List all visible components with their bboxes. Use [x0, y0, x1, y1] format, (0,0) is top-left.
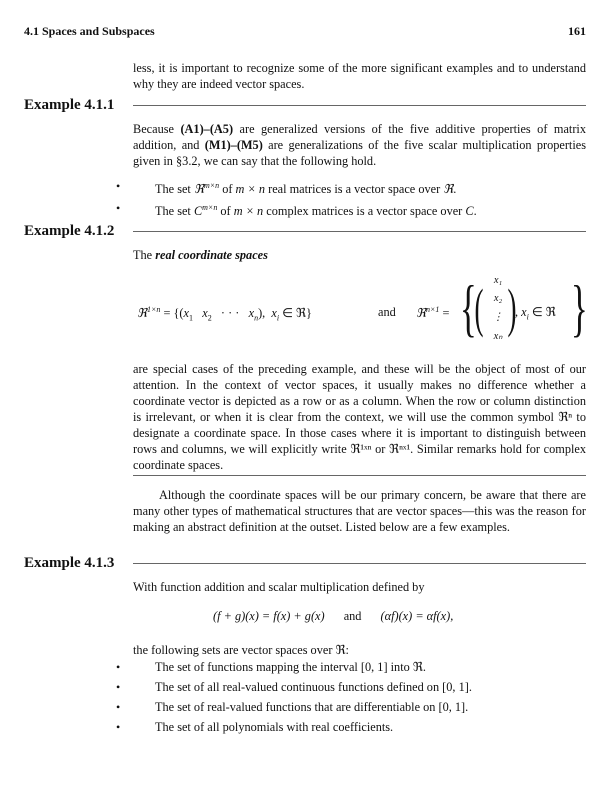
row-space-definition: [137, 305, 312, 323]
column-entry: x₁: [493, 275, 503, 286]
scalar-definition: (αf)(x) = αf(x),: [380, 609, 454, 623]
list-item: [116, 719, 586, 735]
right-brace-icon: }: [570, 272, 588, 343]
subscript: 1: [188, 313, 193, 323]
defined-term: real coordinate spaces: [155, 248, 268, 262]
text-segment: real matrices is a vector space over: [265, 182, 444, 197]
text-segment: The set: [155, 204, 194, 219]
and-connector: and: [343, 609, 362, 623]
and-connector: and: [378, 305, 396, 319]
subscript: n: [254, 313, 259, 323]
bullet-icon: •: [116, 680, 121, 694]
bridge-paragraph: Although the coordinate spaces will be our primary concern, be aware that there are many other types of mathematical structures that are vector spaces—this was the reason for making an abstract definition at the outset. Listed below are a few examples.: [133, 488, 586, 534]
subscript: i: [276, 313, 280, 323]
list-item: [116, 659, 586, 675]
dimension-expression: m × n: [233, 204, 264, 219]
subscript: 2: [207, 313, 212, 323]
bullet-icon: •: [116, 720, 121, 734]
example-4-1-2-heading: [24, 222, 586, 240]
subscript: i: [526, 312, 529, 322]
example-4-1-3-heading: [24, 554, 586, 572]
example-4-1-1-paragraph: [133, 121, 586, 169]
field-symbol: C: [465, 204, 474, 219]
text-segment: of: [219, 182, 236, 197]
page-number: 161: [568, 24, 586, 38]
list-item: [116, 679, 586, 695]
text-segment: are generalizations of the five scalar multiplication properties given in §3.2, we can say that the following hold.: [133, 138, 586, 168]
real-set-symbol: ℜ: [193, 182, 204, 197]
addition-definition: (f + g)(x) = f(x) + g(x): [213, 609, 325, 623]
example-4-1-3-bullets: [116, 659, 586, 735]
equals-sign: =: [439, 306, 450, 321]
heading-rule: [133, 231, 586, 232]
text-segment: of: [217, 204, 234, 219]
column-entry: x₂: [493, 293, 503, 304]
example-4-1-1-bullets: [116, 178, 586, 219]
left-brace-icon: {: [459, 272, 477, 343]
list-item: [116, 699, 586, 715]
condition-variable: x: [271, 306, 277, 321]
ellipsis: · · ·: [220, 306, 240, 321]
membership: ∈ ℜ: [528, 305, 556, 319]
component-xn: x: [248, 306, 255, 321]
column-space-condition: [515, 305, 556, 321]
axiom-range-scalar: (M1)–(M5): [204, 138, 263, 152]
text-segment: Because: [133, 122, 181, 136]
text-segment: The: [133, 248, 156, 262]
list-item-text: The set of real-valued functions that are differentiable on [0, 1].: [155, 700, 469, 714]
list-item-text: The set of all polynomials with real coefficients.: [155, 720, 394, 734]
text-segment: .: [473, 204, 477, 219]
intro-paragraph: less, it is important to recognize some of the more significant examples and to understand why they are indeed vector spaces.: [133, 61, 586, 91]
column-entry: ⋮: [492, 312, 504, 323]
example-4-1-2-intro: [133, 247, 586, 263]
component-x1: x: [183, 306, 189, 321]
column-space-lhs: [416, 305, 449, 321]
bullet-icon: •: [116, 660, 121, 674]
bullet-icon: •: [116, 201, 121, 216]
superscript: m×n: [203, 181, 220, 190]
dimension-expression: m × n: [235, 182, 266, 197]
example-4-1-2-body: are special cases of the preceding example, and these will be the object of most of our attention. In the context of vector spaces, it usually makes no difference whether a coordinate vector is depicted as a row or as a column. When the row or column distinction is irrelevant, or when it is clear from the context, we will use the common symbol ℜⁿ to designate a coordinate space. In those cases where it is important to distinguish between rows and columns, we will explicitly write ℜ¹ˣⁿ or ℜⁿˣ¹. Similar remarks hold for complex coordinate spaces.: [133, 362, 586, 472]
example-4-1-1-heading: [24, 96, 586, 114]
condition-variable: , x: [515, 305, 527, 319]
real-symbol: ℜ: [416, 306, 427, 321]
close-paren: ),: [258, 306, 266, 321]
text-segment: The set: [155, 182, 194, 197]
superscript: n×1: [426, 305, 440, 314]
example-label: Example 4.1.3: [24, 555, 115, 571]
superscript: 1×n: [147, 305, 161, 314]
complex-set-symbol: C: [193, 204, 203, 219]
heading-rule: [133, 563, 586, 564]
membership: ∈ ℜ}: [279, 306, 312, 321]
example-label: Example 4.1.1: [24, 97, 115, 113]
equals-brace: = {(: [160, 306, 184, 321]
real-symbol: ℜ: [137, 306, 148, 321]
field-symbol: ℜ: [443, 182, 454, 197]
running-head: [24, 24, 586, 40]
bullet-icon: •: [116, 700, 121, 714]
component-x2: x: [202, 306, 208, 321]
text-segment: complex matrices is a vector space over: [263, 204, 466, 219]
example-label: Example 4.1.2: [24, 223, 115, 239]
superscript: m×n: [202, 203, 218, 213]
list-item: [116, 200, 586, 219]
list-item-text: The set of all real-valued continuous functions defined on [0, 1].: [155, 680, 472, 694]
list-item: [116, 178, 586, 197]
example-4-1-3-lead: the following sets are vector spaces over ℜ:: [133, 643, 349, 657]
text-segment: .: [453, 182, 457, 197]
list-item-text: The set of functions mapping the interval [0, 1] into ℜ.: [155, 660, 426, 674]
function-operations-display: [213, 609, 453, 624]
section-title: 4.1 Spaces and Subspaces: [24, 24, 155, 38]
bullet-icon: •: [116, 179, 121, 193]
right-paren-icon: ): [507, 278, 517, 338]
text-segment: are generalized versions of the five additive properties of matrix addition, and: [133, 122, 586, 152]
axiom-range-additive: (A1)–(A5): [180, 122, 234, 136]
example-4-1-3-intro: With function addition and scalar multiplication defined by: [133, 580, 425, 594]
column-entry: xₙ: [493, 331, 503, 342]
heading-rule: [133, 105, 586, 106]
left-paren-icon: (: [474, 278, 484, 338]
example-end-rule: [133, 475, 586, 476]
